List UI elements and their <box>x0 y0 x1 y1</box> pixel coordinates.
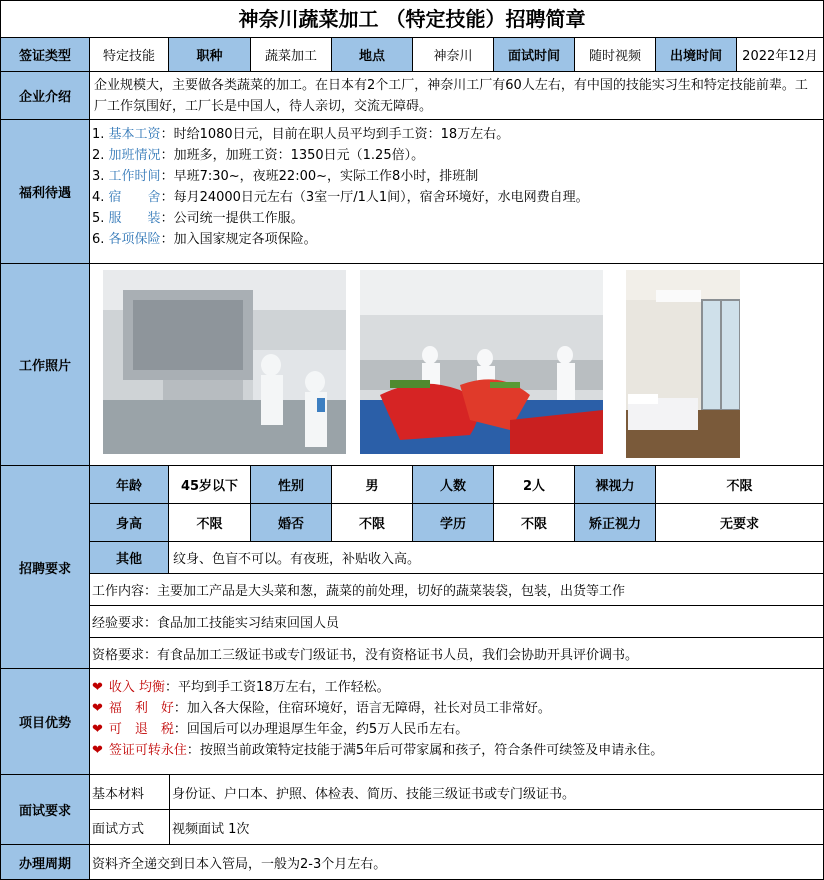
headcount-value: 2人 <box>494 466 575 503</box>
interview-area <box>90 775 823 844</box>
visa-value: 特定技能 <box>90 38 169 71</box>
interview-label: 面试要求 <box>1 775 90 844</box>
processing-row <box>1 845 823 879</box>
age-label: 年龄 <box>90 466 169 503</box>
benefits-row <box>1 120 823 264</box>
requirements-other-row <box>90 542 823 574</box>
age-value: 45岁以下 <box>169 466 251 503</box>
advantages-label: 项目优势 <box>1 669 90 774</box>
gender-label: 性别 <box>251 466 332 503</box>
requirements-grid-row-1 <box>90 466 823 504</box>
benefit-item: 3. 工作时间：早班7:30~，夜班22:00~，实际工作8小时，排班制 <box>92 169 479 184</box>
naked-eye-label: 裸视力 <box>575 466 656 503</box>
dormitory-photo <box>626 270 740 458</box>
advantage-item: ❤ 福 利 好：加入各大保险，住宿环境好，语言无障碍，社长对员工非常好。 <box>92 701 551 716</box>
departure-label: 出境时间 <box>656 38 737 71</box>
height-value: 不限 <box>169 504 251 541</box>
job-value: 蔬菜加工 <box>251 38 332 71</box>
advantages-row <box>1 669 823 775</box>
corrected-vision-value: 无要求 <box>719 517 759 532</box>
benefit-item: 2. 加班情况：加班多，加班工资：1350日元（1.25倍）。 <box>92 148 425 163</box>
height-label: 身高 <box>90 504 169 541</box>
education-value: 不限 <box>494 504 575 541</box>
requirements-row <box>1 466 823 669</box>
processing-label: 办理周期 <box>1 845 90 879</box>
benefits-label: 福利待遇 <box>1 120 90 263</box>
work-content: 工作内容：主要加工产品是大头菜和葱，蔬菜的前处理，切好的蔬菜装袋，包装，出货等工作 <box>92 584 626 599</box>
education-label: 学历 <box>413 504 494 541</box>
other-label: 其他 <box>90 542 169 573</box>
corrected-vision-label: 矫正视力 <box>575 504 656 541</box>
method-label: 面试方式 <box>90 810 170 845</box>
company-intro: 企业规模大，主要做各类蔬菜的加工。在日本有2个工厂，神奈川工厂有60人左右，有中国的技能实习生和特定技能前辈。工厂工作氛围好，工厂长是中国人，待人亲切，交流无障碍。 <box>94 78 808 114</box>
benefit-item: 6. 各项保险：加入国家规定各项保险。 <box>92 232 317 247</box>
heart-icon: ❤ <box>92 701 103 716</box>
other-value: 纹身、色盲不可以。有夜班，补贴收入高。 <box>173 552 421 567</box>
materials-row <box>90 775 823 810</box>
page-title: 神奈川蔬菜加工 （特定技能）招聘简章 <box>1 1 823 38</box>
qualification-row <box>90 638 823 669</box>
naked-eye-value: 不限 <box>726 479 753 494</box>
advantage-item: ❤ 签证可转永住：按照当前政策特定技能于满5年后可带家属和孩子，符合条件可续签及申请永住。 <box>92 743 664 758</box>
visa-label: 签证类型 <box>1 38 90 71</box>
job-label: 职种 <box>169 38 251 71</box>
benefit-item: 5. 服 装：公司统一提供工作服。 <box>92 211 304 226</box>
requirements-area <box>90 466 823 668</box>
processing-text: 资料齐全递交到日本入管局，一般为2-3个月左右。 <box>92 856 387 872</box>
experience-requirement: 经验要求：食品加工技能实习结束回国人员 <box>92 616 340 631</box>
interview-time-value: 随时视频 <box>575 38 656 71</box>
marriage-value: 不限 <box>332 504 413 541</box>
gender-value: 男 <box>332 466 413 503</box>
header-row <box>1 38 823 72</box>
photos-row <box>1 264 823 466</box>
method-value: 视频面试 1次 <box>172 822 250 837</box>
interview-time-label: 面试时间 <box>494 38 575 71</box>
benefit-item: 1. 基本工资：时给1080日元，目前在职人员平均到手工资：18万左右。 <box>92 127 510 142</box>
factory-photo-1 <box>103 270 346 454</box>
photos-label: 工作照片 <box>1 264 90 465</box>
company-row <box>1 72 823 120</box>
marriage-label: 婚否 <box>251 504 332 541</box>
advantages-list <box>90 669 823 774</box>
headcount-label: 人数 <box>413 466 494 503</box>
photos-area <box>90 264 823 465</box>
interview-row <box>1 775 823 845</box>
company-label: 企业介绍 <box>1 72 90 119</box>
materials-label: 基本材料 <box>90 775 170 809</box>
heart-icon: ❤ <box>92 680 103 695</box>
departure-value: 2022年12月 <box>742 49 818 64</box>
requirements-label: 招聘要求 <box>1 466 90 668</box>
materials-value: 身份证、户口本、护照、体检表、简历、技能三级证书或专门级证书。 <box>172 786 576 802</box>
location-label: 地点 <box>332 38 413 71</box>
benefit-item: 4. 宿 舍：每月24000日元左右（3室一厅/1人1间），宿舍环境好，水电网费自理。 <box>92 190 589 205</box>
advantage-item: ❤ 收入 均衡：平均到手工资18万左右，工作轻松。 <box>92 680 390 695</box>
method-row <box>90 810 823 845</box>
experience-row <box>90 606 823 638</box>
qualification-requirement: 资格要求：有食品加工三级证书或专门级证书，没有资格证书人员，我们会协助开具评价调书。 <box>92 648 639 663</box>
factory-photo-2 <box>360 270 603 454</box>
benefits-list <box>90 120 823 263</box>
advantage-item: ❤ 可 退 税：回国后可以办理退厚生年金，约5万人民币左右。 <box>92 722 469 737</box>
work-content-row <box>90 574 823 606</box>
heart-icon: ❤ <box>92 743 103 758</box>
requirements-grid-row-2 <box>90 504 823 542</box>
heart-icon: ❤ <box>92 722 103 737</box>
location-value: 神奈川 <box>413 38 494 71</box>
